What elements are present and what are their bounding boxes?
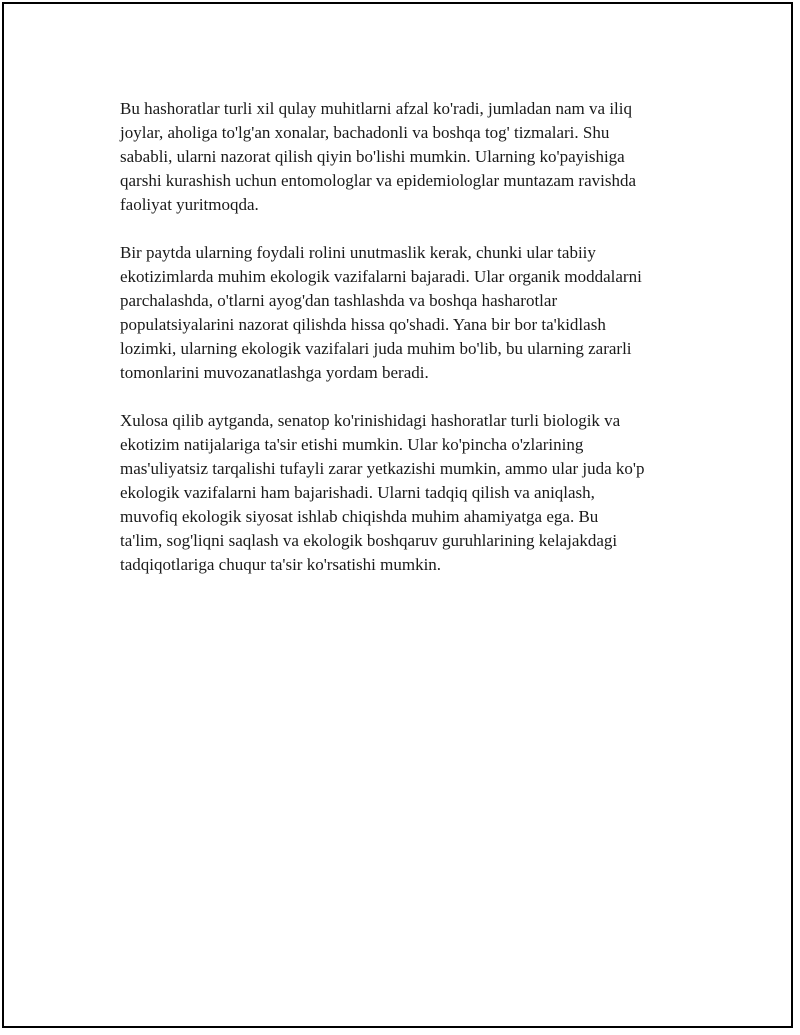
text-line: parchalashda, o'tlarni ayog'dan tashlashda va boshqa hasharotlar: [120, 291, 558, 310]
text-line: Xulosa qilib aytganda, senatop ko'rinishidagi hashoratlar turli biologik va: [120, 411, 621, 430]
text-line: Bu hashoratlar turli xil qulay muhitlarni afzal ko'radi, jumladan nam va iliq: [120, 99, 632, 118]
text-line: lozimki, ularning ekologik vazifalari juda muhim bo'lib, bu ularning zararli: [120, 339, 632, 358]
paragraph-3: [120, 409, 700, 577]
text-line: tomonlarini muvozanatlashga yordam beradi.: [120, 363, 429, 382]
text-line: ta'lim, sog'liqni saqlash va ekologik boshqaruv guruhlarining kelajakdagi: [120, 531, 618, 550]
text-line: populatsiyalarini nazorat qilishda hissa qo'shadi. Yana bir bor ta'kidlash: [120, 315, 606, 334]
text-line: qarshi kurashish uchun entomologlar va epidemiologlar muntazam ravishda: [120, 171, 637, 190]
paragraph-1: [120, 97, 700, 217]
text-line: joylar, aholiga to'lg'an xonalar, bachadonli va boshqa tog' tizmalari. Shu: [120, 123, 610, 142]
text-line: ekotizim natijalariga ta'sir etishi mumkin. Ular ko'pincha o'zlarining: [120, 435, 584, 454]
text-line: mas'uliyatsiz tarqalishi tufayli zarar yetkazishi mumkin, ammo ular juda ko'p: [120, 459, 645, 478]
text-line: Bir paytda ularning foydali rolini unutmaslik kerak, chunki ular tabiiy: [120, 243, 596, 262]
text-line: ekologik vazifalarni ham bajarishadi. Ularni tadqiq qilish va aniqlash,: [120, 483, 595, 502]
text-line: muvofiq ekologik siyosat ishlab chiqishda muhim ahamiyatga ega. Bu: [120, 507, 599, 526]
text-line: ekotizimlarda muhim ekologik vazifalarni bajaradi. Ular organik moddalarni: [120, 267, 642, 286]
paragraph-2: [120, 241, 700, 385]
document-body: [120, 97, 700, 601]
text-line: sababli, ularni nazorat qilish qiyin bo'lishi mumkin. Ularning ko'payishiga: [120, 147, 625, 166]
text-line: tadqiqotlariga chuqur ta'sir ko'rsatishi mumkin.: [120, 555, 442, 574]
document-page: [2, 2, 793, 1028]
text-line: faoliyat yuritmoqda.: [120, 195, 259, 214]
